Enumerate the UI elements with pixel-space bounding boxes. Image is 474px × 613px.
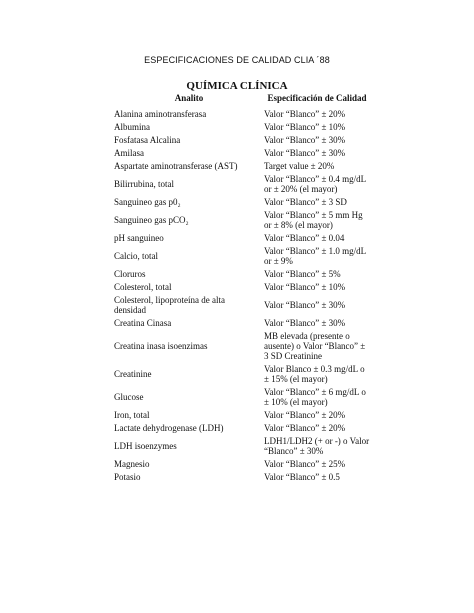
spec-cell: Valor “Blanco” ± 3 SD bbox=[264, 197, 347, 207]
spec-cell: MB elevada (presente o ausente) o Valor “Blanco” ± 3 SD Creatinine bbox=[264, 331, 366, 361]
table-row bbox=[114, 172, 370, 195]
spec-cell: Valor “Blanco” ± 5% bbox=[264, 269, 341, 279]
spec-cell: Valor “Blanco” ± 30% bbox=[264, 135, 346, 145]
analito-cell: Colesterol, lipoproteína de alta densidad bbox=[114, 295, 225, 315]
analito-cell: Creatinine bbox=[114, 369, 152, 379]
table-row bbox=[114, 470, 370, 483]
analito-cell: Cloruros bbox=[114, 269, 146, 279]
spec-cell: Valor “Blanco” ± 20% bbox=[264, 423, 346, 433]
table-row bbox=[114, 457, 370, 470]
table-row bbox=[114, 280, 370, 293]
column-header-especificacion: Especificación de Calidad bbox=[267, 93, 367, 103]
spec-cell: Valor “Blanco” ± 30% bbox=[264, 148, 346, 158]
analito-cell: Alanina aminotransferasa bbox=[114, 109, 207, 119]
analito-cell: Bilirrubina, total bbox=[114, 179, 174, 189]
analito-cell: Lactate dehydrogenase (LDH) bbox=[114, 423, 224, 433]
spec-cell: Valor “Blanco” ± 1.0 mg/dL or ± 9% bbox=[264, 246, 366, 266]
spec-cell: Valor “Blanco” ± 30% bbox=[264, 300, 346, 310]
table-row bbox=[114, 146, 370, 159]
spec-cell: Valor “Blanco” ± 0.04 bbox=[264, 233, 345, 243]
analito-cell: Sanguineo gas p0₂ bbox=[114, 197, 181, 207]
table-row bbox=[114, 159, 370, 172]
spec-cell: Valor “Blanco” ± 30% bbox=[264, 318, 346, 328]
table-row bbox=[114, 195, 370, 208]
table-row bbox=[114, 267, 370, 280]
table-row bbox=[114, 329, 370, 362]
analito-cell: Potasio bbox=[114, 472, 141, 482]
table-row bbox=[114, 385, 370, 408]
table-row bbox=[114, 244, 370, 267]
table-row bbox=[114, 231, 370, 244]
table-row bbox=[114, 434, 370, 457]
analito-cell: Magnesio bbox=[114, 459, 150, 469]
analito-cell: pH sanguineo bbox=[114, 233, 164, 243]
table-row bbox=[114, 316, 370, 329]
column-header-analito: Analito bbox=[174, 93, 204, 103]
analito-cell: Calcio, total bbox=[114, 251, 158, 261]
analito-cell: Albumina bbox=[114, 122, 150, 132]
analito-cell: Creatina Cinasa bbox=[114, 318, 172, 328]
spec-cell: Valor “Blanco” ± 0.4 mg/dL or ± 20% (el mayor) bbox=[264, 174, 366, 194]
table-row bbox=[114, 362, 370, 385]
analito-cell: Colesterol, total bbox=[114, 282, 172, 292]
analito-cell: Aspartate aminotransferase (AST) bbox=[114, 161, 238, 171]
spec-cell: Valor “Blanco” ± 25% bbox=[264, 459, 346, 469]
spec-cell: Target value ± 20% bbox=[264, 161, 335, 171]
analito-cell: Iron, total bbox=[114, 410, 150, 420]
spec-cell: Valor “Blanco” ± 20% bbox=[264, 410, 346, 420]
table-row bbox=[114, 293, 370, 316]
spec-cell: Valor “Blanco” ± 6 mg/dL o ± 10% (el mayor) bbox=[264, 387, 366, 407]
table-row bbox=[114, 408, 370, 421]
table-header-row bbox=[114, 90, 370, 107]
spec-cell: Valor “Blanco” ± 0.5 bbox=[264, 472, 340, 482]
table-row bbox=[114, 208, 370, 231]
spec-cell: Valor “Blanco” ± 5 mm Hg or ± 8% (el mayor) bbox=[264, 210, 363, 230]
spec-cell: Valor “Blanco” ± 20% bbox=[264, 109, 346, 119]
analito-cell: Fosfatasa Alcalina bbox=[114, 135, 181, 145]
table-row bbox=[114, 120, 370, 133]
table-row bbox=[114, 133, 370, 146]
section-title: QUÍMICA CLÍNICA bbox=[186, 80, 288, 92]
analito-cell: LDH isoenzymes bbox=[114, 441, 177, 451]
table-row bbox=[114, 421, 370, 434]
analito-cell: Amilasa bbox=[114, 148, 144, 158]
table-row bbox=[114, 107, 370, 120]
specifications-table bbox=[114, 90, 370, 483]
analito-cell: Creatina inasa isoenzimas bbox=[114, 341, 208, 351]
spec-cell: Valor Blanco ± 0.3 mg/dL o ± 15% (el mayor) bbox=[264, 364, 365, 384]
spec-cell: Valor “Blanco” ± 10% bbox=[264, 282, 346, 292]
spec-cell: LDH1/LDH2 (+ or -) o Valor “Blanco” ± 30% bbox=[264, 436, 370, 456]
page-header: ESPECIFICACIONES DE CALIDAD CLIA ´88 bbox=[144, 55, 330, 65]
analito-cell: Glucose bbox=[114, 392, 144, 402]
analito-cell: Sanguineo gas pCO₂ bbox=[114, 215, 189, 225]
spec-cell: Valor “Blanco” ± 10% bbox=[264, 122, 346, 132]
